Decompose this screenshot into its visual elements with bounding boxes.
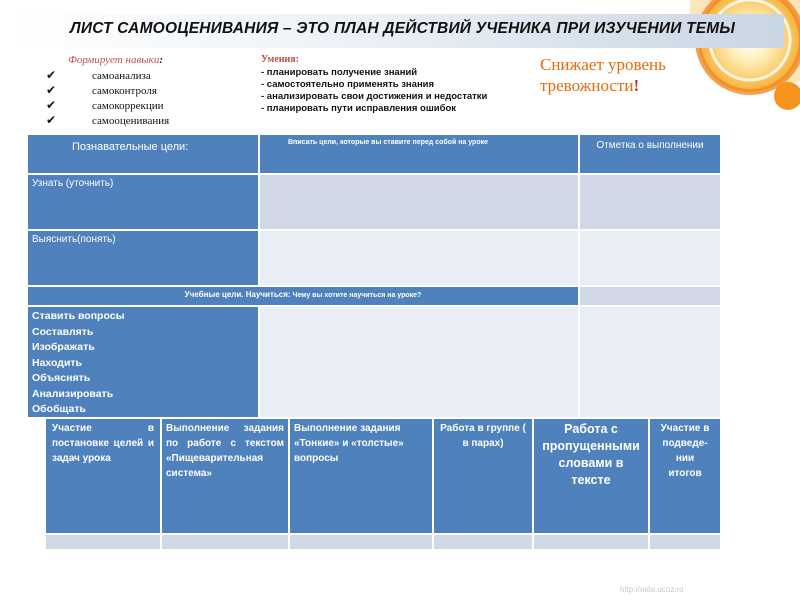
activity-mark-cell[interactable] [162, 535, 288, 549]
checkmark-icon: ✔ [46, 83, 57, 97]
activity-header-goal-setting: Участие в постановке целей и задач урока [46, 419, 160, 533]
mark-input-cell[interactable] [580, 307, 720, 417]
table-header-cognitive-goals: Познавательные цели: [28, 135, 258, 173]
learning-verbs-list [28, 307, 258, 417]
checkmark-icon: ✔ [46, 113, 57, 127]
table-row-label: Выяснить(понять) [28, 231, 258, 285]
skills-heading: Формирует навыки: [68, 54, 163, 66]
activity-mark-cell[interactable] [434, 535, 532, 549]
goal-input-cell[interactable] [260, 231, 578, 285]
mark-input-cell[interactable] [580, 175, 720, 229]
list-item: Составлять [32, 325, 94, 338]
activity-header-text-task: Выполнение задания по работе с текстом «Пищеварительная система» [162, 419, 288, 533]
list-item: Находить [32, 356, 82, 369]
anxiety-note: Снижает уровень тревожности! [540, 55, 666, 95]
list-item: Анализировать [32, 387, 114, 400]
checkmark-icon: ✔ [46, 98, 57, 112]
list-item: ✔ самокоррекции [46, 98, 164, 112]
list-item: ✔ самоанализа [46, 68, 151, 82]
learning-goals-header: Учебные цели. Научиться: Чему вы хотите научиться на уроке? [28, 287, 578, 305]
page-title: ЛИСТ САМООЦЕНИВАНИЯ – ЭТО ПЛАН ДЕЙСТВИЙ УЧЕНИКА ПРИ ИЗУЧЕНИИ ТЕМЫ [70, 20, 736, 37]
list-item: Ставить вопросы [32, 310, 125, 322]
activity-header-summary: Участие в подведе-нии итогов [650, 419, 720, 533]
activity-header-group-work: Работа в группе ( в парах) [434, 419, 532, 533]
checkmark-icon: ✔ [46, 68, 57, 82]
list-item: ✔ самооценивания [46, 113, 170, 127]
abilities-list [261, 67, 511, 115]
activity-mark-cell[interactable] [290, 535, 432, 549]
activity-header-missing-words: Работа с пропущенными словами в тексте [534, 419, 648, 533]
list-item: Объяснять [32, 372, 91, 384]
list-item: - самостоятельно применять знания [261, 79, 435, 90]
list-item: ✔ самоконтроля [46, 83, 157, 97]
table-row-label: Узнать (уточнить) [28, 175, 258, 229]
abilities-heading: Умения: [261, 54, 300, 65]
list-item: Изображать [32, 341, 95, 353]
table-header-write-goals: Вписать цели, которые вы ставите перед собой на уроке [260, 135, 578, 173]
list-item: - планировать пути исправления ошибок [261, 103, 457, 114]
activity-mark-cell[interactable] [534, 535, 648, 549]
table-header-completion-mark: Отметка о выполнении [580, 135, 720, 173]
activity-mark-cell[interactable] [46, 535, 160, 549]
list-item: Обобщать [32, 403, 86, 415]
goal-input-cell[interactable] [260, 307, 578, 417]
list-item: - анализировать свои достижения и недостатки [261, 91, 488, 102]
mark-input-cell[interactable] [580, 231, 720, 285]
list-item: - планировать получение знаний [261, 67, 418, 78]
skills-list [46, 68, 169, 128]
mark-input-cell[interactable] [580, 287, 720, 305]
goal-input-cell[interactable] [260, 175, 578, 229]
activity-mark-cell[interactable] [650, 535, 720, 549]
footer-url: http://aida.ucoz.ru [620, 585, 684, 594]
activity-header-questions: Выполнение задания «Тонкие» и «толстые» вопросы [290, 419, 432, 533]
